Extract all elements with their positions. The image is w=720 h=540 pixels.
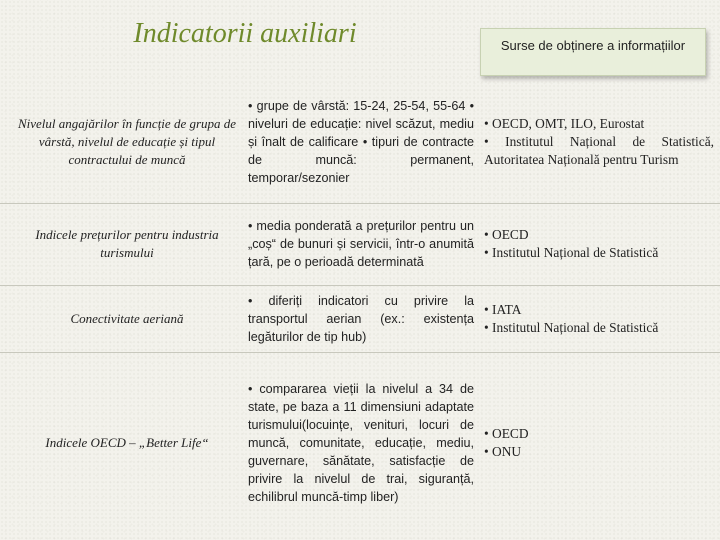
source-item: • ONU (484, 444, 522, 459)
sources-employment (484, 82, 714, 202)
source-item: • IATA (484, 302, 522, 317)
source-item: • Institutul Național de Statistică (484, 320, 659, 335)
sources-price-index (484, 204, 714, 284)
description-price-index (248, 204, 474, 284)
indicator-price-index: Indicele prețurilor pentru industria turismului (35, 227, 219, 260)
description-text: • media ponderată a prețurilor pentru un „coș“ de bunuri și servicii, într-o anumită țară, pe o perioadă determinată (248, 219, 474, 269)
source-item: • Institutul Național de Statistică (484, 245, 659, 260)
sources-better-life (484, 353, 714, 533)
sources-air-connectivity (484, 286, 714, 352)
indicator-better-life: Indicele OECD – „Better Life“ (45, 435, 209, 450)
indicator-air-connectivity: Conectivitate aeriană (70, 311, 184, 326)
description-employment (248, 82, 474, 202)
description-better-life (248, 353, 474, 533)
source-item: • OECD (484, 227, 529, 242)
description-text: • diferiți indicatori cu privire la transportul aerian (ex.: existența legăturilor de tip hub) (248, 294, 474, 344)
indicator-employment: Nivelul angajărilor în funcție de grupa de vârstă, nivelul de educație și tipul contractului de muncă (17, 116, 237, 167)
description-text: • grupe de vârstă: 15-24, 25-54, 55-64 • niveluri de educație: nivel scăzut, mediu și înalt de calificare • tipuri de contracte de muncă: permanent, temporar/sezonier (248, 99, 474, 185)
source-item: • OECD (484, 426, 529, 441)
source-item: • Institutul Național de Statistică, Autoritatea Națională pentru Turism (484, 134, 714, 167)
description-text: • compararea vieții la nivelul a 34 de state, pe baza a 11 dimensiuni adaptate turismului(locuințe, venituri, locuri de muncă, comunitate, educație, mediu, guvernare, sănătate, satisfacție de privire la nivelul de trai, siguranță, echilibrul muncă-timp liber) (248, 382, 474, 504)
page-title: Indicatorii auxiliari (133, 18, 357, 49)
description-air-connectivity (248, 286, 474, 352)
sources-column-header: Surse de obținere a informațiilor (480, 28, 706, 76)
source-item: • OECD, OMT, ILO, Eurostat (484, 116, 645, 131)
